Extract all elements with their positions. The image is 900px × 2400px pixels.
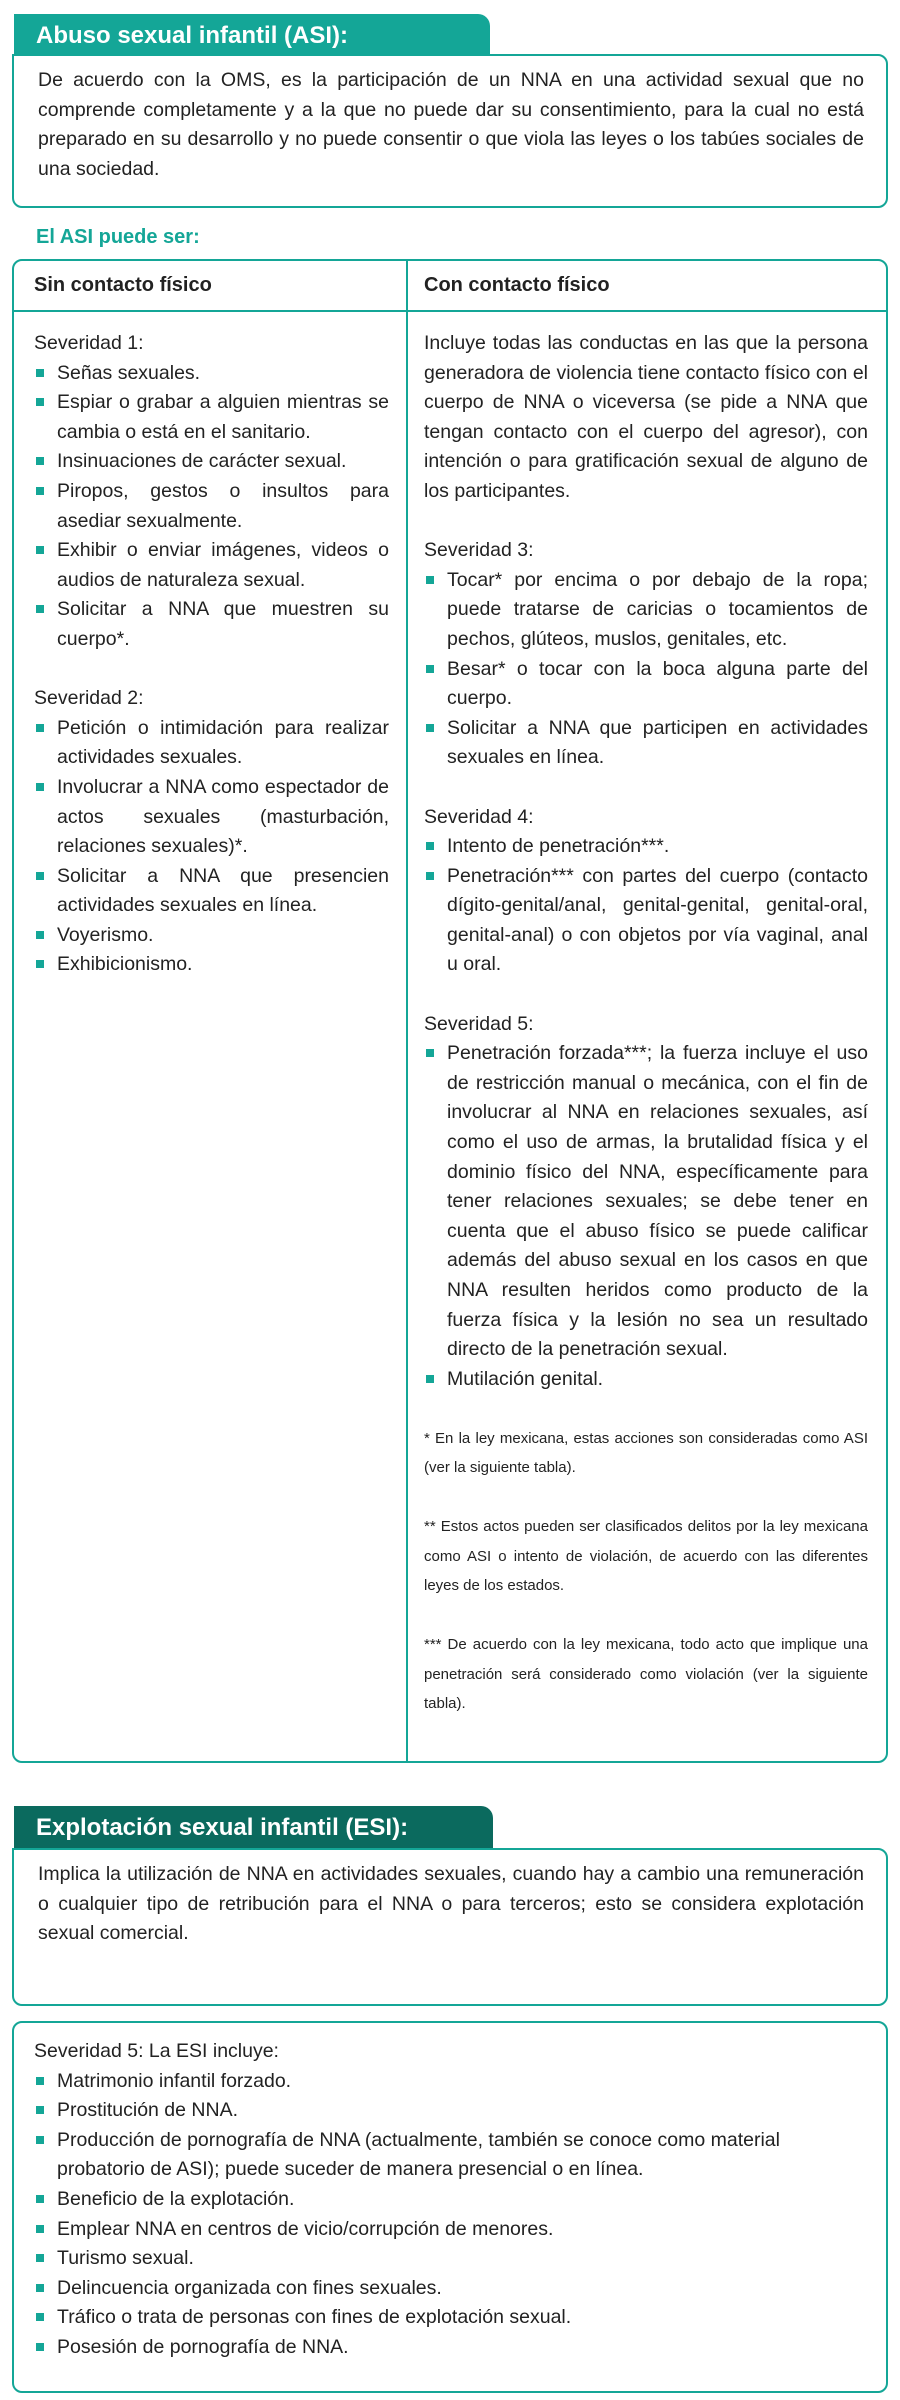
list-item: Insinuaciones de carácter sexual.: [34, 447, 389, 477]
esi-list: [34, 2067, 870, 2363]
footnote-3: *** De acuerdo con la ley mexicana, todo acto que implique una penetración será considerado como violación (ver la siguiente tabla).: [424, 1636, 868, 1713]
list-item: Involucrar a NNA como espectador de actos sexuales (masturbación, relaciones sexuales)*.: [34, 773, 389, 862]
asi-title: Abuso sexual infantil (ASI):: [14, 14, 490, 57]
esi-list-box: [12, 2021, 888, 2393]
list-item: Mutilación genital.: [424, 1365, 868, 1395]
severity-1-label: Severidad 1:: [34, 332, 144, 354]
list-item: Matrimonio infantil forzado.: [34, 2067, 870, 2097]
severity-4-label: Severidad 4:: [424, 805, 534, 828]
severity-3-label: Severidad 3:: [424, 539, 534, 562]
header-divider: [14, 310, 886, 312]
header-no-contact: Sin contacto físico: [34, 274, 212, 296]
header-contact: Con contacto físico: [424, 274, 610, 296]
list-item: Solicitar a NNA que muestren su cuerpo*.: [34, 595, 389, 654]
esi-severity-label: Severidad 5: La ESI incluye:: [34, 2040, 279, 2062]
esi-definition-box: [12, 1848, 888, 2006]
footnote-1: * En la ley mexicana, estas acciones son consideradas como ASI (ver la siguiente tabla).: [424, 1429, 868, 1477]
asi-subheading: El ASI puede ser:: [36, 226, 200, 248]
list-item: Turismo sexual.: [34, 2244, 870, 2274]
list-item: Delincuencia organizada con fines sexuales.: [34, 2274, 870, 2304]
list-item: Solicitar a NNA que participen en actividades sexuales en línea.: [424, 714, 868, 773]
list-item: Espiar o grabar a alguien mientras se cambia o está en el sanitario.: [34, 388, 389, 447]
footnote-2: ** Estos actos pueden ser clasificados delitos por la ley mexicana como ASI o intento de violación, de acuerdo con las diferentes leyes de los estados.: [424, 1518, 868, 1595]
list-item: Producción de pornografía de NNA (actualmente, también se conoce como material probatorio de ASI); puede suceder de manera presencial o en línea.: [34, 2126, 870, 2185]
list-item: Exhibicionismo.: [34, 950, 389, 980]
contact-column: [424, 329, 868, 1719]
severity-4-list: [424, 832, 868, 980]
severity-5-label: Severidad 5:: [424, 1012, 534, 1035]
list-item: Tocar* por encima o por debajo de la ropa; puede tratarse de caricias o tocamientos de pechos, glúteos, muslos, genitales, etc.: [424, 566, 868, 655]
list-item: Tráfico o trata de personas con fines de explotación sexual.: [34, 2303, 870, 2333]
list-item: Intento de penetración***.: [424, 832, 868, 862]
list-item: Señas sexuales.: [34, 359, 389, 389]
list-item: Emplear NNA en centros de vicio/corrupción de menores.: [34, 2215, 870, 2245]
asi-table: [12, 259, 888, 1763]
list-item: Petición o intimidación para realizar actividades sexuales.: [34, 714, 389, 773]
list-item: Voyerismo.: [34, 921, 389, 951]
severity-2-list: [34, 714, 389, 980]
severity-1-list: [34, 359, 389, 655]
severity-5-list: [424, 1039, 868, 1394]
severity-3-list: [424, 566, 868, 773]
column-divider: [406, 261, 408, 1761]
esi-definition: Implica la utilización de NNA en actividades sexuales, cuando hay a cambio una remuneración o cualquier tipo de retribución para el NNA o para terceros; esto se considera explotación sexual comercial.: [38, 1863, 864, 1944]
severity-2-label: Severidad 2:: [34, 687, 144, 710]
list-item: Prostitución de NNA.: [34, 2096, 870, 2126]
list-item: Solicitar a NNA que presencien actividades sexuales en línea.: [34, 862, 389, 921]
asi-definition-box: [12, 54, 888, 208]
list-item: Penetración*** con partes del cuerpo (contacto dígito-genital/anal, genital-genital, genital-oral, genital-anal) o con objetos por vía vaginal, anal u oral.: [424, 862, 868, 980]
no-contact-column: [34, 329, 389, 980]
list-item: Posesión de pornografía de NNA.: [34, 2333, 870, 2363]
asi-definition: De acuerdo con la OMS, es la participación de un NNA en una actividad sexual que no comprende completamente y a la que no puede dar su consentimiento, para la cual no está preparado en su desarrollo y no puede consentir o que viola las leyes o los tabúes sociales de una sociedad.: [38, 69, 864, 180]
list-item: Beneficio de la explotación.: [34, 2185, 870, 2215]
esi-title: Explotación sexual infantil (ESI):: [14, 1806, 493, 1849]
list-item: Besar* o tocar con la boca alguna parte del cuerpo.: [424, 655, 868, 714]
contact-intro: Incluye todas las conductas en las que la persona generadora de violencia tiene contacto físico con el cuerpo de NNA o viceversa (se pide a NNA que tengan contacto con el cuerpo del agresor), con intención o para gratificación sexual de alguno de los participantes.: [424, 332, 868, 502]
list-item: Piropos, gestos o insultos para asediar sexualmente.: [34, 477, 389, 536]
list-item: Penetración forzada***; la fuerza incluye el uso de restricción manual o mecánica, con el fin de involucrar al NNA en relaciones sexuales, así como el uso de armas, la brutalidad física y el dominio físico del NNA, específicamente para tener relaciones sexuales; se debe tener en cuenta que el abuso físico se puede calificar además del abuso sexual en los casos en que NNA resulten heridos como producto de la fuerza física y la lesión no sea un resultado directo de la penetración sexual.: [424, 1039, 868, 1365]
list-item: Exhibir o enviar imágenes, videos o audios de naturaleza sexual.: [34, 536, 389, 595]
